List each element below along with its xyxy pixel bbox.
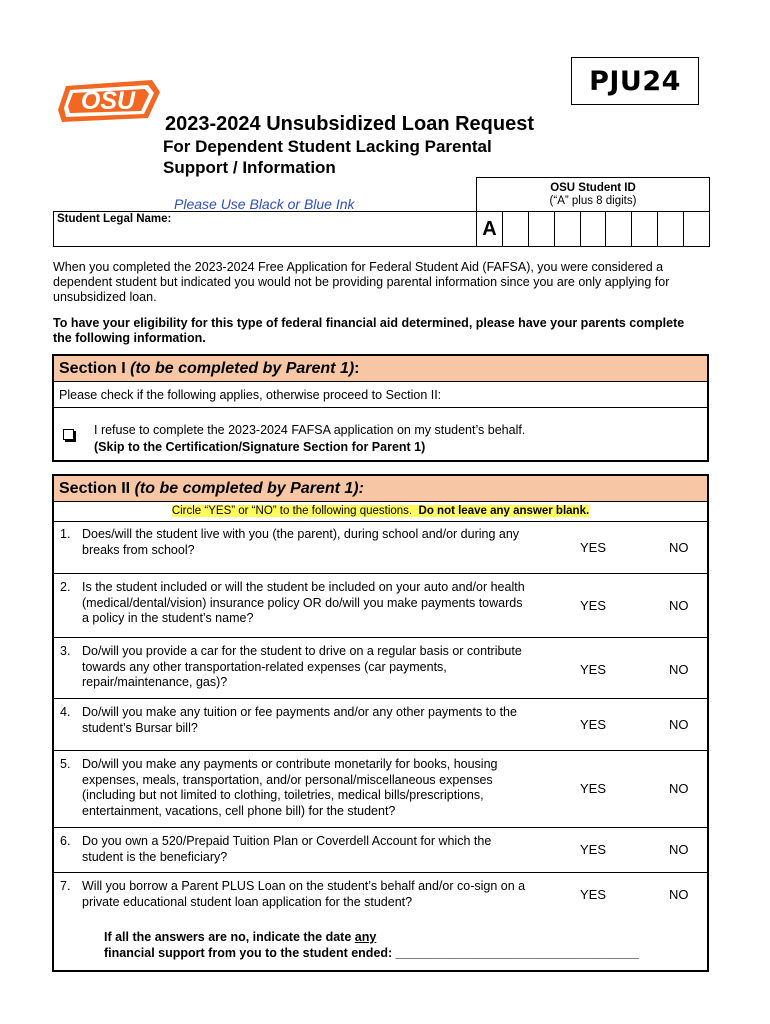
refuse-skip-note: (Skip to the Certification/Signature Section for Parent 1) [94,440,426,454]
question-row [54,828,707,873]
section-1-header [54,356,707,382]
yes-option[interactable]: YES [580,662,607,677]
yes-option[interactable]: YES [580,598,607,613]
student-id-prefix: A [477,212,503,246]
question-number: 5. [60,757,71,771]
student-id-digit[interactable] [632,212,658,246]
section-2 [52,474,709,972]
form-title: 2023-2024 Unsubsidized Loan Request [165,113,535,135]
instruction-paragraph: To have your eligibility for this type of federal financial aid determined, please have your parents complete the following information. [53,316,685,345]
question-row [54,638,707,699]
no-option[interactable]: NO [669,842,689,857]
section-2-header [54,476,707,502]
question-number: 4. [60,705,71,719]
subtitle-line-2: Support / Information [163,158,336,177]
question-number: 6. [60,834,71,848]
question-number: 1. [60,527,71,541]
yes-option[interactable]: YES [580,540,607,555]
student-id-digit[interactable] [529,212,555,246]
refuse-row [54,407,707,460]
question-text: Do/will you make any tuition or fee payments and/or any other payments to the student’s Bursar bill? [82,705,517,735]
no-option[interactable]: NO [669,781,689,796]
student-id-digit[interactable] [684,212,709,246]
student-id-title: OSU Student ID [550,182,636,194]
support-end-date [104,930,639,961]
yes-option[interactable]: YES [580,887,607,902]
question-number: 2. [60,580,71,594]
question-row [54,574,707,638]
student-id-digit[interactable] [606,212,632,246]
student-id-digit[interactable] [503,212,529,246]
section-2-note-text: Circle “YES” or “NO” to the following questions. [171,505,413,517]
no-option[interactable]: NO [669,887,689,902]
student-name-label: Student Legal Name: [57,213,172,225]
form-subtitle [163,136,563,178]
section-1-heading-colon: : [354,359,360,377]
osu-logo [52,72,164,128]
refuse-checkbox[interactable] [63,429,74,440]
footer-line-1: If all the answers are no, indicate the date [104,930,355,944]
question-row [54,521,707,574]
question-text: Does/will the student live with you (the parent), during school and/or during any breaks from school? [82,527,520,557]
student-id-header [476,177,710,212]
refuse-line: I refuse to complete the 2023-2024 FAFSA application on my student’s behalf. [94,423,526,437]
yes-option[interactable]: YES [580,781,607,796]
no-option[interactable]: NO [669,540,689,555]
refuse-text [94,422,525,456]
section-1 [52,354,709,462]
section-1-prompt: Please check if the following applies, otherwise proceed to Section II: [59,388,442,402]
no-option[interactable]: NO [669,662,689,677]
yes-option[interactable]: YES [580,842,607,857]
yes-option[interactable]: YES [580,717,607,732]
student-id-digit[interactable] [658,212,684,246]
ink-note: Please Use Black or Blue Ink [174,196,355,212]
question-text: Do/will you make any payments or contribute monetarily for books, housing expenses, meals, transportation, and/or personal/miscellaneous expenses (including but not limited to clothing, toiletries, medical bills/prescriptions, entertainment, vacations, cell phone bill) for the student? [82,757,498,818]
question-number: 3. [60,644,71,658]
no-option[interactable]: NO [669,598,689,613]
footer-any: any [354,930,377,944]
question-row [54,873,707,925]
intro-paragraph: When you completed the 2023-2024 Free Application for Federal Student Aid (FAFSA), you were considered a dependent student but indicated you would not be providing parental information since you are only applying for unsubsidized loan. [53,260,670,304]
question-text: Is the student included or will the student be included on your auto and/or health (medical/dental/vision) insurance policy OR do/will you make payments towards a policy in the student’s name? [82,580,525,625]
student-id-hint: (“A” plus 8 digits) [549,195,637,207]
question-text: Will you borrow a Parent PLUS Loan on the student’s behalf and/or co-sign on a private educational student loan application for the student? [82,879,526,909]
question-text: Do you own a 520/Prepaid Tuition Plan or Coverdell Account for which the student is the beneficiary? [82,834,492,864]
question-row [54,699,707,751]
section-2-heading: Section II [59,479,135,497]
section-1-heading-italic: (to be completed by Parent 1) [130,359,355,377]
question-number: 7. [60,879,71,893]
logo-text: OSU [80,87,136,115]
student-id-cells[interactable] [476,211,710,247]
section-1-heading: Section I [59,359,131,377]
section-2-heading-italic: (to be completed by Parent 1): [134,479,364,497]
subtitle-line-1: For Dependent Student Lacking Parental [163,137,492,156]
support-end-date-field[interactable]: financial support from you to the student ended: ___________________________________ [104,945,639,960]
section-2-note [54,502,707,522]
form-code-box: PJU24 [571,57,699,105]
question-row [54,751,707,828]
no-option[interactable]: NO [669,717,689,732]
student-id-digit[interactable] [581,212,607,246]
student-id-digit[interactable] [555,212,581,246]
question-text: Do/will you provide a car for the student to drive on a regular basis or contribute towards any other transportation-related expenses (car payments, repair/maintenance, gas)? [82,644,522,689]
section-2-note-bold: Do not leave any answer blank. [418,505,590,517]
